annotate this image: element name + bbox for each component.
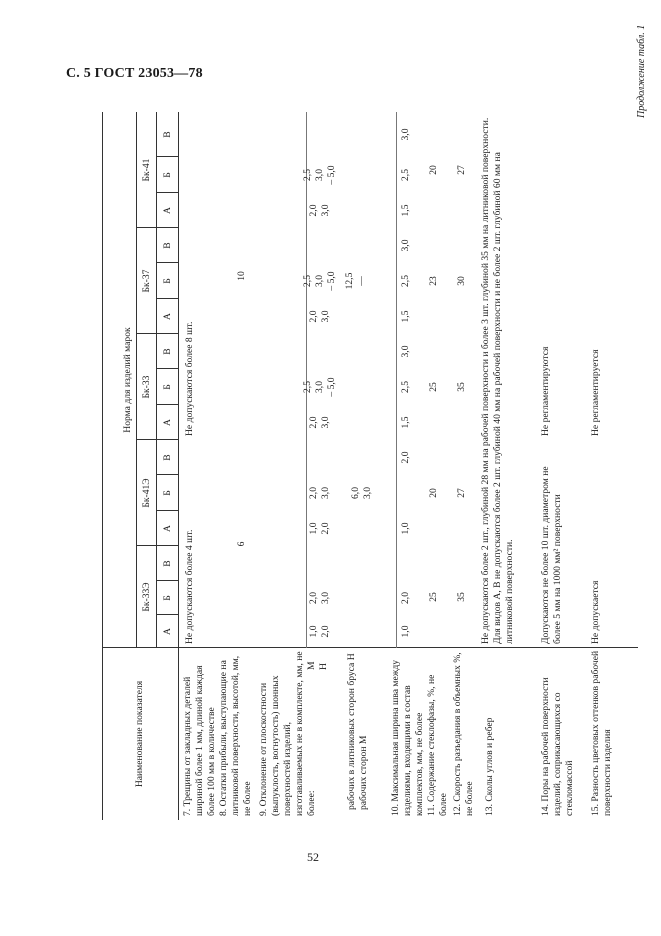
name-col-divider <box>102 647 638 648</box>
row-13-label: 13. Сколы углов и ребер <box>484 717 495 816</box>
row-10-eb: 2,0 <box>400 592 411 604</box>
row-9b-v2: 3,0 <box>362 487 373 499</box>
sub-header: В <box>162 131 173 138</box>
header-bottom-line <box>178 112 179 820</box>
row-11-p1: 25 <box>428 382 439 392</box>
row-12-e: 35 <box>456 592 467 602</box>
row-9-fa2: 2,0 <box>320 522 331 535</box>
row-9-ra2: 3,0 <box>320 204 331 217</box>
row-10-rb: 2,5 <box>400 169 411 181</box>
row-14-label: 14. Поры на рабочей поверхности изделий, соприкасающихся со стекломассой <box>540 677 575 816</box>
row-14-right: Не регламентируются <box>540 346 551 436</box>
row-14-left: Допускаются не более 10 шт. диаметром не более 5 мм на 1000 мм² поверхности <box>540 466 563 644</box>
row-9-rb2: 3,0 <box>314 169 325 181</box>
row-10-pa: 1,5 <box>400 416 411 429</box>
group-header: Бк-33 <box>141 375 152 399</box>
group-header: Бк-33Э <box>141 582 152 612</box>
row-10-label: 10. Максимальная ширина шва между изделиями, входящими в состав комплектов, мм, не более <box>390 659 425 816</box>
row-8-value-left: 6 <box>236 541 247 547</box>
row-9-eb2: 3,0 <box>320 592 331 604</box>
row-8-value-right: 10 <box>236 271 247 281</box>
row-9-fb1: 2,0 <box>308 487 319 499</box>
row-9-pb2: 3,0 <box>314 381 325 393</box>
column-header-name: Наименование показателя <box>134 680 145 788</box>
row-11-e: 25 <box>428 592 439 602</box>
row-9b-w1: 12,5 <box>344 272 355 290</box>
row-9-ea1: 1,0 <box>308 625 319 638</box>
row-9-qb3: – 5,0 <box>326 271 337 291</box>
group-header: Бк-37 <box>141 269 152 293</box>
sub-header: А <box>162 419 173 426</box>
row-10-ea: 1,0 <box>400 625 411 638</box>
row-9-ea2: 2,0 <box>320 625 331 638</box>
sub-header: Б <box>162 595 173 601</box>
row-12-label: 12. Скорость разъедания в объемных %, не более <box>452 652 475 816</box>
row-9-eb1: 2,0 <box>308 592 319 604</box>
sub-header: В <box>162 242 173 249</box>
sub-header: Б <box>162 278 173 284</box>
row-10-qa: 1,5 <box>400 310 411 323</box>
row-12-p1: 35 <box>456 382 467 392</box>
row-10-qb: 2,5 <box>400 275 411 287</box>
row-9-pb3: – 5,0 <box>326 377 337 397</box>
sub-header: В <box>162 560 173 567</box>
sub-header: В <box>162 348 173 355</box>
row-10-rc: 3,0 <box>400 128 411 141</box>
row-9b-w2: — <box>356 276 367 286</box>
sub-header: А <box>162 313 173 320</box>
sub-header: А <box>162 628 173 635</box>
row-9-qb2: 3,0 <box>314 275 325 287</box>
row-9-qa2: 3,0 <box>320 310 331 323</box>
row-9b-label: рабочих в литниковых сторон бруса Н рабочих сторон М <box>346 653 369 810</box>
row-11-f: 20 <box>428 488 439 498</box>
page-header: С. 5 ГОСТ 23053—78 <box>66 66 203 81</box>
group-header: Бк-41 <box>141 158 152 182</box>
row-12-p3: 27 <box>456 165 467 175</box>
sub-header: А <box>162 207 173 214</box>
row-9-rb3: – 5,0 <box>326 165 337 185</box>
row-9-rb1: 2,5 <box>302 169 313 181</box>
sub-header: Б <box>162 172 173 178</box>
row-9-ra1: 2,0 <box>308 204 319 217</box>
row-7-value-left: Не допускаются более 4 шт. <box>184 529 195 644</box>
row-15-label: 15. Разность цветовых оттенков рабочей поверхности изделия <box>590 650 613 816</box>
row-10-ra: 1,5 <box>400 204 411 217</box>
row-10-fb: 2,0 <box>400 451 411 464</box>
row-9-pb1: 2,5 <box>302 381 313 393</box>
row-11-label: 11. Содержание стеклофазы, %, не более <box>426 674 449 816</box>
row-13-value: Не допускаются более 2 шт., глубиной 28 мм на рабочей поверхности и более 3 шт. глубиной 35 мм на литниковой поверхности. Для видов А, В не допускаются более 2 шт. глубиной 40 мм на рабочей поверхности и не более 2 шт. глубиной 60 мм на литниковой поверхности. <box>480 117 515 644</box>
row-9-qb1: 2,5 <box>302 275 313 287</box>
row-10-fa: 1,0 <box>400 522 411 535</box>
row-7-value-right: Не допускаются более 8 шт. <box>184 321 195 436</box>
row-9-label: 9. Отклонение от плоскостности (выпуклость, вогнутость) шонных поверхностей изделий, изготавливаемых не в комплекте, мм, не более: <box>258 651 317 816</box>
row-15-right: Не регламентируется <box>590 349 601 436</box>
row-9-m: М <box>306 661 317 670</box>
row-9-pa1: 2,0 <box>308 416 319 429</box>
rotated-table <box>100 110 640 820</box>
row-10-pb: 2,5 <box>400 381 411 393</box>
row-15-left: Не допускается <box>590 580 601 644</box>
page-number: 52 <box>307 850 319 864</box>
row-12-p2: 30 <box>456 276 467 286</box>
continuation-note: Продолжение табл. 1 <box>636 24 647 118</box>
row-12-f: 27 <box>456 488 467 498</box>
column-header-norm: Норма для изделий марок <box>122 327 133 433</box>
row-10-qc: 3,0 <box>400 239 411 252</box>
row-9-qa1: 2,0 <box>308 310 319 323</box>
row-9-fa1: 1,0 <box>308 522 319 535</box>
sub-header: А <box>162 525 173 532</box>
sub-header: Б <box>162 384 173 390</box>
group-header: Бк-41Э <box>141 478 152 508</box>
row-9-fb2: 3,0 <box>320 487 331 499</box>
norm-header-line <box>136 112 137 648</box>
table-top-line <box>102 112 103 820</box>
row-10-pc: 3,0 <box>400 345 411 358</box>
row-11-p2: 23 <box>428 276 439 286</box>
sub-header: Б <box>162 490 173 496</box>
row-8-label: 8. Остатки прибыли, выступающие на литниковой поверхности, высотой, мм, не более <box>218 655 253 816</box>
row-9b-v1: 6,0 <box>350 487 361 499</box>
row-9-pa2: 3,0 <box>320 416 331 429</box>
row-9-n: Н <box>318 663 329 670</box>
row-11-p3: 20 <box>428 165 439 175</box>
sub-header: В <box>162 454 173 461</box>
row-10-rule <box>396 112 397 648</box>
row-7-label: 7. Трещины от закладных деталей шириной более 1 мм, длиной каждая более 100 мм в количестве <box>182 665 217 816</box>
